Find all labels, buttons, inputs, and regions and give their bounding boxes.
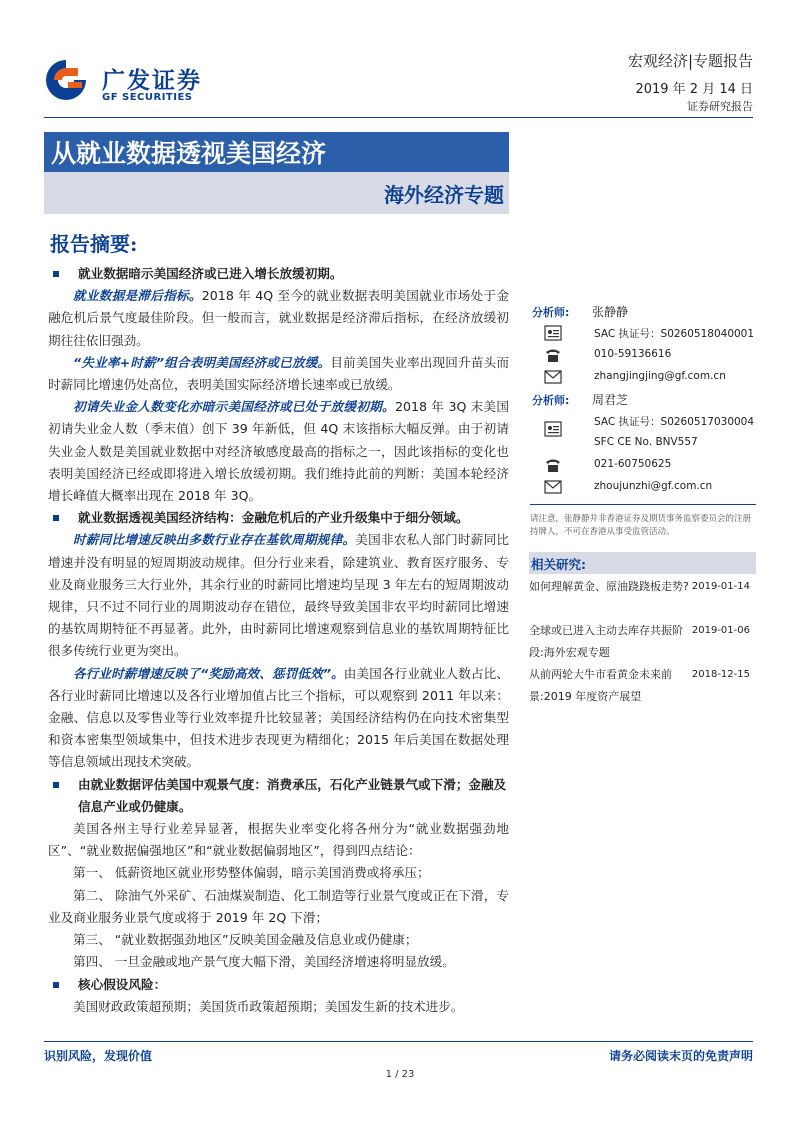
- paragraph-text: 目前美国失业率出现回升苗头而时薪同比增速仍处高位，表明美国实际经济增长速率或已放缓。: [48, 354, 510, 393]
- paragraph: 美国各州主导行业差异显著，根据失业率变化将各州分为“就业数据强劲地区”、“就业数据偏强地区”和“就业数据偏弱地区”，得到四点结论：: [48, 821, 509, 859]
- phone-icon: [544, 456, 562, 474]
- analyst-role: 分析师:: [532, 394, 570, 407]
- paragraph: 第二、 除油气外采矿、石油煤炭制造、化工制造等行业景气度或正在下滑，专业及商业服务业景气度或将于 2019 年 2Q 下滑；: [48, 887, 509, 925]
- related-research-title[interactable]: 从前两轮大牛市看黄金未来前景:2019 年度资产展望: [529, 668, 672, 703]
- analyst-email-row: [530, 366, 756, 388]
- mail-icon: [544, 368, 562, 386]
- paragraph-text: 由美国各行业就业人数占比、各行业时薪同比增速以及各行业增加值占比三个指标，可以观察到 2011 年以来：金融、信息以及零售业等行业效率提升比较显著；美国经济结构仍在向技术密集型和资本密集型领域集中，但技术进步表现更为精细化；2015 年后美国在数据处理等信息领域出现技术突破。: [48, 665, 509, 770]
- related-research-list: [529, 576, 756, 708]
- paragraph-lead: “失业率+时薪”组合表明美国经济或已放缓。: [73, 354, 331, 370]
- related-research-date: 2019-01-06: [691, 625, 750, 636]
- paragraph: [48, 396, 509, 507]
- analyst-panel: [530, 300, 756, 539]
- paragraph: [48, 663, 509, 774]
- footer-disclaimer-note: 请务必阅读末页的免责声明: [608, 1049, 753, 1063]
- analyst-role: 分析师:: [532, 306, 570, 319]
- summary-heading: 报告摘要:: [50, 232, 138, 256]
- paragraph: 第三、 “就业数据强劲地区”反映美国金融及信息业或仍健康；: [73, 932, 418, 948]
- report-date: 2019 年 2 月 14 日: [635, 82, 753, 97]
- related-research-date: 2018-12-15: [691, 669, 750, 680]
- subtitle-band: [44, 172, 509, 214]
- related-research-heading: 相关研究:: [529, 552, 756, 574]
- analyst-phone-row: [530, 454, 756, 476]
- bullet-heading: 就业数据透视美国经济结构：金融危机后的产业升级集中于细分领域。: [48, 507, 509, 529]
- gf-logo-icon: [44, 58, 88, 102]
- analyst-email[interactable]: zhoujunzhi@gf.com.cn: [594, 480, 713, 492]
- logo-english-text: GF SECURITIES: [102, 92, 193, 103]
- paragraph: [48, 529, 509, 662]
- analyst-email-row: [530, 476, 756, 498]
- paragraph: [48, 285, 509, 352]
- analyst-sac: SAC 执证号：S0260518040001: [594, 328, 755, 340]
- analyst-name: 周君芝: [592, 393, 629, 407]
- paragraph-text: 2018 年 4Q 至今的就业数据表明美国就业市场处于金融危机后景气度最佳阶段。但一般而言，就业数据是经济滞后指标，在经济放缓初期往往依旧强劲。: [48, 288, 509, 348]
- footer-slogan: 识别风险，发现价值: [44, 1049, 153, 1063]
- paragraph: 美国财政政策超预期；美国货币政策超预期；美国发生新的技术进步。: [73, 998, 464, 1014]
- bullet-heading: 核心假设风险：: [48, 974, 509, 996]
- mail-icon: [544, 478, 562, 496]
- footer-divider: [44, 1041, 753, 1042]
- license-disclaimer: 请注意，张静静并非香港证券及期货事务监察委员会的注册持牌人，不可在香港从事受监管活动。: [530, 514, 752, 537]
- summary-body: [48, 263, 509, 1018]
- sidebar-divider: [530, 504, 756, 505]
- logo-chinese-text: 广发证券: [102, 68, 202, 94]
- paragraph: 第一、 低薪资地区就业形势整体偏弱，暗示美国消费或将承压；: [73, 865, 430, 881]
- related-research-title[interactable]: 如何理解黄金、原油跷跷板走势?: [529, 580, 689, 593]
- analyst-email[interactable]: zhangjingjing@gf.com.cn: [594, 370, 726, 382]
- analyst-phone-row: [530, 344, 756, 366]
- paragraph-text: 美国非农私人部门时薪同比增速并没有明显的短周期波动规律。但分行业来看，除建筑业、教育医疗服务、专业及商业服务三大行业外，其余行业的时薪同比增速均呈现 3 年左右的短周期波动规律，只不过不同行业的周期波动存在错位，最终导致美国非农平均时薪同比增速的基钦周期特征不再显著。此外，由时薪同比增速观察到信息业的基钦周期特征比很多传统行业更为突出。: [48, 532, 510, 659]
- analyst-sac-row: [530, 410, 756, 432]
- analyst-sfc: SFC CE No. BNV557: [594, 436, 698, 448]
- bullet-heading: 由就业数据评估美国中观景气度：消费承压，石化产业链景气或下滑；金融及信息产业或仍健康。: [48, 774, 509, 818]
- paragraph-lead: 时薪同比增速反映出多数行业存在基钦周期规律。: [73, 532, 356, 548]
- analyst-phone: 021-60750625: [594, 458, 672, 470]
- analyst-sac-row: [530, 322, 756, 344]
- id-card-icon: [544, 324, 562, 342]
- related-research-date: 2019-01-14: [691, 581, 750, 592]
- report-type: 宏观经济|专题报告: [627, 52, 753, 70]
- analyst-name-row: [530, 300, 756, 322]
- related-research-title[interactable]: 全球或已进入主动去库存共振阶段:海外宏观专题: [529, 624, 683, 659]
- report-category: 证券研究报告: [687, 100, 753, 113]
- paragraph: [48, 352, 509, 396]
- paragraph-text: 2018 年 3Q 末美国初请失业金人数（季末值）创下 39 年新低，但 4Q 末该指标大幅反弹。由于初请失业金人数是美国就业数据中对经济敏感度最高的指标之一，因此该指标的变化也表明美国经济已经或即将进入增长放缓初期。我们维持此前的判断：美国本轮经济增长峰值大概率出现在 2018 年 3Q。: [48, 399, 509, 504]
- header-divider: [44, 117, 753, 118]
- report-title: 从就业数据透视美国经济: [44, 132, 509, 172]
- analyst-name-row: [530, 388, 756, 410]
- related-research-item[interactable]: [529, 576, 756, 620]
- report-subtitle: 海外经济专题: [384, 183, 504, 207]
- gf-securities-logo: [44, 58, 216, 108]
- paragraph-lead: 各行业时薪增速反映了“奖励高效、惩罚低效”。: [73, 665, 344, 681]
- analyst-sac: SAC 执证号：S0260517030004: [594, 416, 755, 428]
- related-research-item[interactable]: [529, 620, 756, 664]
- bullet-heading: 就业数据暗示美国经济或已进入增长放缓初期。: [48, 263, 509, 285]
- paragraph-lead: 初请失业金人数变化亦暗示美国经济或已处于放缓初期。: [73, 399, 395, 415]
- analyst-name: 张静静: [592, 305, 629, 319]
- analyst-sfc-row: [530, 432, 756, 454]
- analyst-phone: 010-59136616: [594, 348, 672, 360]
- related-research-item[interactable]: [529, 664, 756, 708]
- page-number: 1 / 23: [385, 1069, 415, 1080]
- paragraph: 第四、 一旦金融或地产景气度大幅下滑，美国经济增速将明显放缓。: [73, 954, 455, 970]
- paragraph-lead: 就业数据是滞后指标。: [73, 288, 202, 304]
- phone-icon: [544, 346, 562, 364]
